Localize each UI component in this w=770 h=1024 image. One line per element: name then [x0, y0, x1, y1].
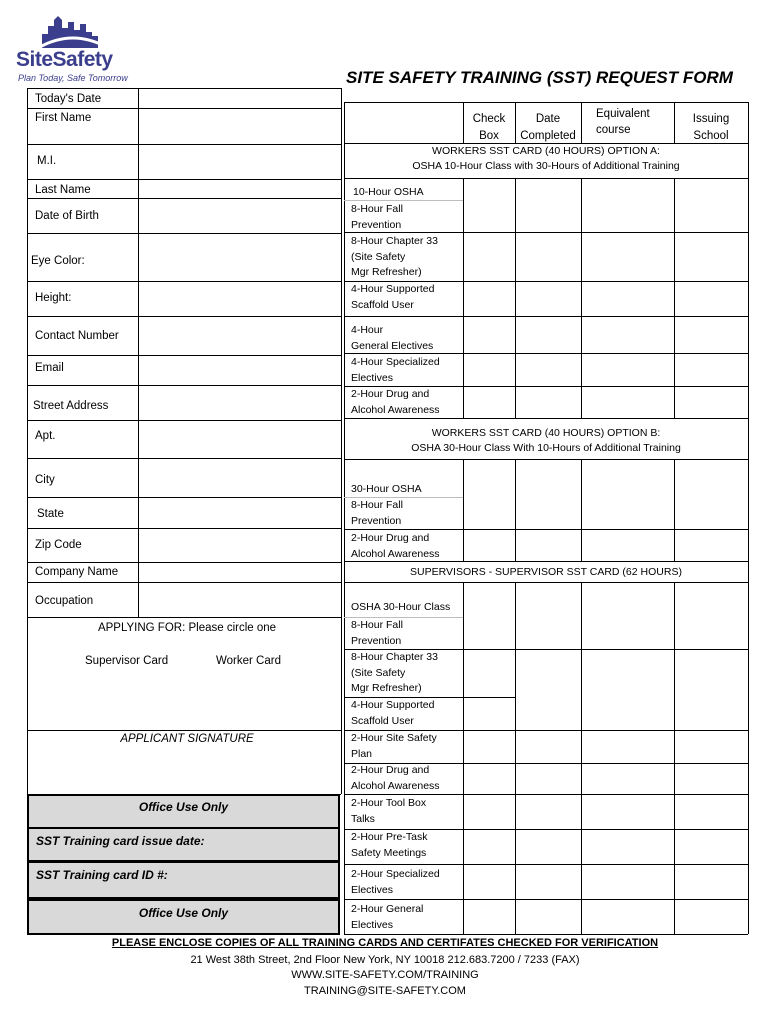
applicant-signature-label: APPLICANT SIGNATURE: [120, 733, 254, 745]
col-equivalent-course: Equivalent course: [596, 108, 650, 136]
label-contact-number: Contact Number: [35, 330, 119, 342]
col-date-completed: Date Completed: [520, 113, 576, 142]
last-name-input[interactable]: [139, 180, 340, 198]
footer-website[interactable]: WWW.SITE-SAFETY.COM/TRAINING: [291, 969, 479, 981]
label-last-name: Last Name: [35, 184, 91, 196]
label-street-address: Street Address: [33, 400, 109, 412]
middle-initial-input[interactable]: [139, 145, 340, 179]
label-date-of-birth: Date of Birth: [35, 210, 99, 222]
todays-date-input[interactable]: [139, 89, 340, 108]
section-option-b: WORKERS SST CARD (40 HOURS) OPTION B: OSHA 30-Hour Class With 10-Hours of Additional Training: [411, 427, 681, 454]
course-a-3: 8-Hour Chapter 33 (Site Safety Mgr Refresher): [351, 235, 438, 278]
col-issuing-school: Issuing School: [692, 113, 730, 142]
course-s-8: 2-Hour Pre-Task Safety Meetings: [351, 831, 428, 859]
eye-color-input[interactable]: [139, 234, 340, 281]
office-use-only-label: Office Use Only: [138, 800, 229, 814]
label-zip-code: Zip Code: [35, 539, 82, 551]
course-s-10: 2-Hour General Electives: [351, 903, 424, 931]
course-a-4: 4-Hour Supported Scaffold User: [351, 283, 435, 311]
label-height: Height:: [35, 292, 72, 304]
occupation-input[interactable]: [139, 583, 340, 617]
logo-wordmark: SiteSafety: [16, 48, 113, 71]
office-use-block-top: [27, 794, 340, 829]
section-option-a: WORKERS SST CARD (40 HOURS) OPTION A: OSHA 10-Hour Class with 30-Hours of Additional Training: [412, 145, 680, 172]
logo-tagline: Plan Today, Safe Tomorrow: [18, 73, 128, 83]
course-s-5: 2-Hour Site Safety Plan: [351, 732, 437, 760]
applicant-table: [27, 88, 341, 794]
worker-card-option[interactable]: Worker Card: [216, 655, 281, 667]
course-s-4: 4-Hour Supported Scaffold User: [351, 699, 435, 727]
label-first-name: First Name: [35, 112, 92, 124]
label-middle-initial: M.I.: [37, 155, 57, 167]
footer-email[interactable]: TRAINING@SITE-SAFETY.COM: [304, 985, 466, 997]
office-use-only-label-bottom: Office Use Only: [138, 906, 229, 920]
sst-card-id-block[interactable]: [27, 861, 340, 899]
email-input[interactable]: [139, 356, 340, 385]
zip-code-input[interactable]: [139, 529, 340, 562]
label-todays-date: Today's Date: [35, 93, 102, 105]
label-eye-color: Eye Color:: [31, 255, 85, 267]
supervisor-card-option[interactable]: Supervisor Card: [85, 655, 169, 667]
sst-card-id-label: SST Training card ID #:: [36, 868, 168, 882]
label-email: Email: [35, 362, 64, 374]
label-occupation: Occupation: [35, 595, 94, 607]
label-apt: Apt.: [35, 430, 56, 442]
course-a-6: 4-Hour Specialized Electives: [351, 356, 440, 384]
apt-input[interactable]: [139, 421, 340, 458]
training-table: [344, 102, 748, 934]
footer-address: 21 West 38th Street, 2nd Floor New York, NY 10018 212.683.7200 / 7233 (FAX): [190, 954, 580, 966]
city-input[interactable]: [139, 459, 340, 497]
site-safety-logo: [16, 14, 131, 86]
course-a-2: 8-Hour Fall Prevention: [351, 203, 403, 231]
label-company-name: Company Name: [35, 566, 119, 578]
course-s-9: 2-Hour Specialized Electives: [351, 868, 440, 896]
state-input[interactable]: [139, 498, 340, 528]
course-b-2: 8-Hour Fall Prevention: [351, 499, 403, 527]
label-state: State: [37, 508, 64, 520]
footer-notice: PLEASE ENCLOSE COPIES OF ALL TRAINING CARDS AND CERTIFATES CHECKED FOR VERIFICATION: [111, 937, 659, 949]
course-a-5: 4-Hour General Electives: [351, 324, 434, 352]
applying-for-heading: APPLYING FOR: Please circle one: [97, 622, 277, 634]
contact-number-input[interactable]: [139, 317, 340, 355]
skyline-icon: [38, 14, 108, 48]
sst-issue-date-block[interactable]: [27, 827, 340, 862]
office-use-block-bottom: [27, 899, 340, 935]
course-b-3: 2-Hour Drug and Alcohol Awareness: [351, 532, 440, 560]
col-check-box: Check Box: [472, 113, 506, 142]
course-b-1: 30-Hour OSHA: [351, 483, 422, 495]
course-s-2: 8-Hour Fall Prevention: [351, 619, 403, 647]
height-input[interactable]: [139, 282, 340, 316]
street-address-input[interactable]: [139, 386, 340, 420]
company-name-input[interactable]: [139, 563, 340, 582]
section-supervisors: SUPERVISORS - SUPERVISOR SST CARD (62 HOURS): [410, 566, 682, 578]
course-a-7: 2-Hour Drug and Alcohol Awareness: [351, 388, 440, 416]
course-s-6: 2-Hour Drug and Alcohol Awareness: [351, 764, 440, 792]
applicant-signature-field[interactable]: [28, 748, 340, 793]
form-title: SITE SAFETY TRAINING (SST) REQUEST FORM: [346, 68, 733, 87]
course-s-7: 2-Hour Tool Box Talks: [351, 797, 427, 825]
course-a-1: 10-Hour OSHA: [353, 186, 424, 198]
sst-issue-date-label: SST Training card issue date:: [36, 834, 205, 848]
label-city: City: [35, 474, 55, 486]
course-s-3: 8-Hour Chapter 33 (Site Safety Mgr Refresher): [351, 651, 438, 694]
date-of-birth-input[interactable]: [139, 199, 340, 233]
first-name-input[interactable]: [139, 109, 340, 144]
course-s-1: OSHA 30-Hour Class: [351, 601, 451, 613]
